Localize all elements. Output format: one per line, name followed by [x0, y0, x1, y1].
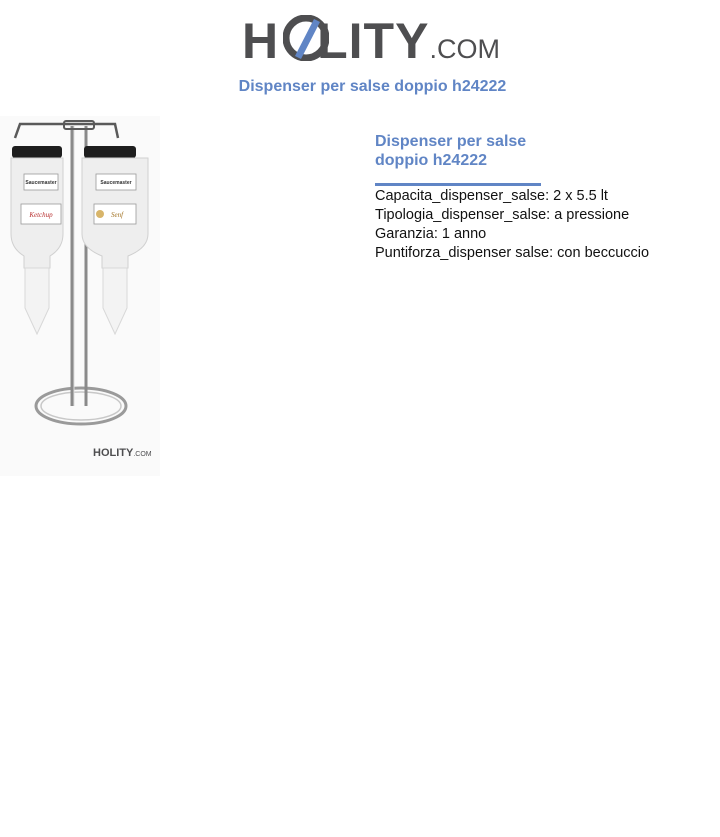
logo-o-icon	[283, 15, 329, 61]
image-watermark: HOLITY.COM	[93, 447, 152, 459]
title-divider	[375, 183, 541, 186]
spec-spout: Puntiforza_dispenser salse: con beccuccio	[375, 245, 650, 261]
holity-logo[interactable]	[242, 8, 500, 69]
logo-suffix: .COM	[429, 34, 500, 64]
product-title: Dispenser per salse doppio h24222	[375, 133, 527, 169]
logo-wordmark: H LITY.COM	[242, 13, 500, 69]
spec-warranty: Garanzia: 1 anno	[375, 226, 487, 242]
left-bottle-label: Ketchup	[29, 211, 53, 219]
page-title: Dispenser per salse doppio h24222	[238, 78, 507, 95]
product-details	[375, 132, 705, 263]
right-bottle-brand: Saucemaster	[100, 180, 132, 186]
right-bottle-label: Senf	[110, 211, 124, 219]
product-image	[0, 116, 160, 476]
spec-type: Tipologia_dispenser_salse: a pressione	[375, 207, 630, 223]
spec-capacity: Capacita_dispenser_salse: 2 x 5.5 lt	[375, 188, 608, 204]
left-bottle-brand: Saucemaster	[25, 180, 57, 186]
